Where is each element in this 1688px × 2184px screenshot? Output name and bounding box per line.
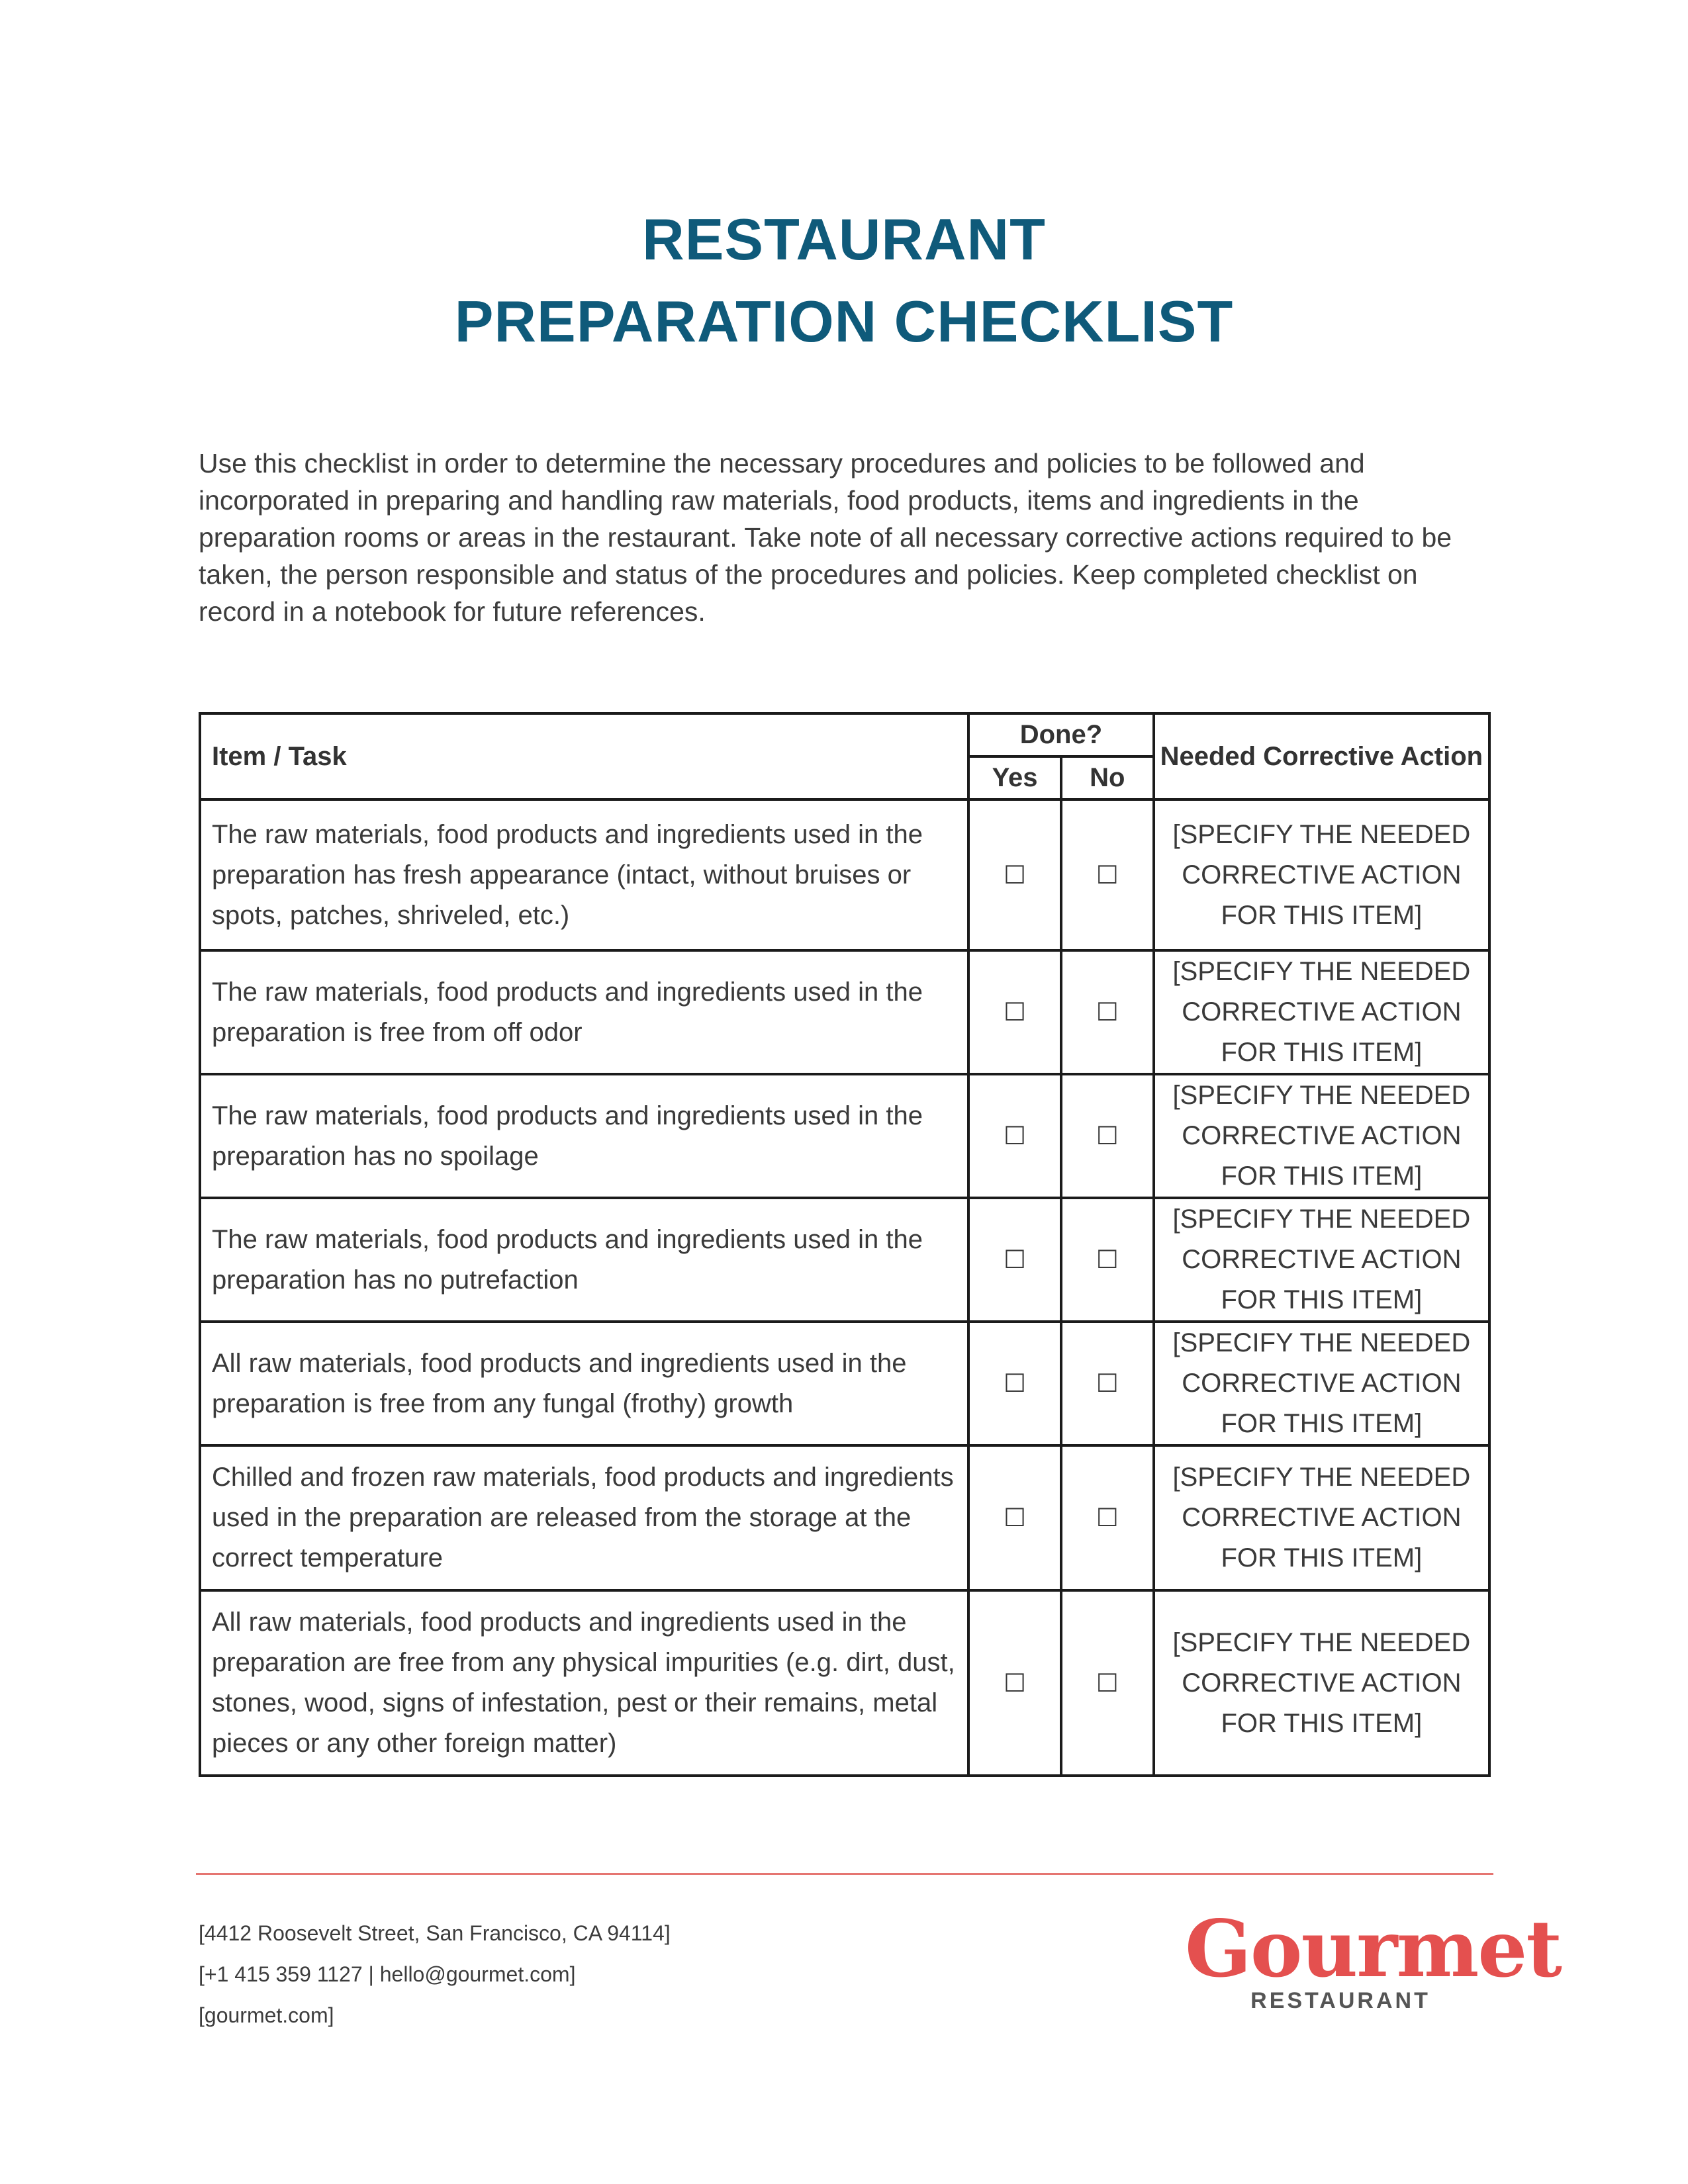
- logo-wordmark: Gourmet: [1185, 1903, 1561, 1995]
- checkbox-no-cell: [1061, 1445, 1154, 1590]
- header-done: Done?: [968, 713, 1154, 756]
- checkbox-no[interactable]: ☐: [1096, 1668, 1119, 1698]
- checkbox-yes-cell: [968, 950, 1061, 1074]
- checkbox-yes-cell: [968, 799, 1061, 950]
- corrective-action-cell[interactable]: [SPECIFY THE NEEDED CORRECTIVE ACTION FOR THIS ITEM]: [1154, 1445, 1489, 1590]
- title-line-2: PREPARATION CHECKLIST: [454, 289, 1234, 354]
- checkbox-no-cell: [1061, 799, 1154, 950]
- checkbox-yes-cell: [968, 1074, 1061, 1198]
- checkbox-no-cell: [1061, 1322, 1154, 1445]
- intro-paragraph: Use this checklist in order to determine the necessary procedures and policies to be followed and incorporated in preparing and handling raw materials, food products, items and ingredients in the preparation rooms or areas in the restaurant. Take note of all necessary corrective actions required to be taken, the person responsible and status of the procedures and policies. Keep completed checklist on record in a notebook for future references.: [199, 448, 1452, 627]
- corrective-action-cell[interactable]: [SPECIFY THE NEEDED CORRECTIVE ACTION FOR THIS ITEM]: [1154, 1074, 1489, 1198]
- corrective-action-cell[interactable]: [SPECIFY THE NEEDED CORRECTIVE ACTION FOR THIS ITEM]: [1154, 950, 1489, 1074]
- task-cell: The raw materials, food products and ingredients used in the preparation is free from off odor: [200, 950, 968, 1074]
- checkbox-no[interactable]: ☐: [1096, 1369, 1119, 1398]
- checkbox-yes[interactable]: ☐: [1004, 1369, 1027, 1398]
- corrective-action-cell[interactable]: [SPECIFY THE NEEDED CORRECTIVE ACTION FOR THIS ITEM]: [1154, 1322, 1489, 1445]
- corrective-action-cell[interactable]: [SPECIFY THE NEEDED CORRECTIVE ACTION FOR THIS ITEM]: [1154, 1590, 1489, 1776]
- table-row: [200, 1590, 1489, 1776]
- task-cell: The raw materials, food products and ingredients used in the preparation has no spoilage: [200, 1074, 968, 1198]
- checkbox-yes[interactable]: ☐: [1004, 997, 1027, 1026]
- checkbox-no[interactable]: ☐: [1096, 997, 1119, 1026]
- table-row: [200, 1074, 1489, 1198]
- checkbox-no-cell: [1061, 950, 1154, 1074]
- table-row: [200, 799, 1489, 950]
- gourmet-logo: [1185, 1903, 1561, 2014]
- checkbox-no-cell: [1061, 1590, 1154, 1776]
- checkbox-no[interactable]: ☐: [1096, 1503, 1119, 1532]
- checkbox-no[interactable]: ☐: [1096, 860, 1119, 889]
- page-title: [0, 199, 1688, 363]
- checklist-table: [199, 712, 1491, 1777]
- checkbox-yes[interactable]: ☐: [1004, 1668, 1027, 1698]
- checkbox-yes-cell: [968, 1198, 1061, 1322]
- corrective-action-cell[interactable]: [SPECIFY THE NEEDED CORRECTIVE ACTION FOR THIS ITEM]: [1154, 1198, 1489, 1322]
- title-line-1: RESTAURANT: [642, 206, 1046, 272]
- checkbox-no[interactable]: ☐: [1096, 1121, 1119, 1150]
- header-item-task: Item / Task: [200, 713, 968, 799]
- header-no: No: [1061, 756, 1154, 799]
- logo-subtitle: RESTAURANT: [1250, 1988, 1430, 2013]
- footer-website: [gourmet.com]: [199, 2003, 334, 2027]
- footer-divider: [196, 1873, 1493, 1875]
- checkbox-yes-cell: [968, 1445, 1061, 1590]
- checkbox-yes-cell: [968, 1590, 1061, 1776]
- checkbox-yes[interactable]: ☐: [1004, 1121, 1027, 1150]
- checkbox-no[interactable]: ☐: [1096, 1245, 1119, 1274]
- checkbox-yes[interactable]: ☐: [1004, 860, 1027, 889]
- table-row: [200, 1198, 1489, 1322]
- checkbox-no-cell: [1061, 1074, 1154, 1198]
- table-row: [200, 1322, 1489, 1445]
- footer-contact: [199, 1913, 671, 2036]
- task-cell: All raw materials, food products and ingredients used in the preparation are free from any physical impurities (e.g. dirt, dust, stones, wood, signs of infestation, pest or their remains, metal pieces or any other foreign matter): [200, 1590, 968, 1776]
- table-row: [200, 950, 1489, 1074]
- task-cell: Chilled and frozen raw materials, food products and ingredients used in the preparation are released from the storage at the correct temperature: [200, 1445, 968, 1590]
- checkbox-yes[interactable]: ☐: [1004, 1245, 1027, 1274]
- footer-phone-email: [+1 415 359 1127 | hello@gourmet.com]: [199, 1962, 576, 1986]
- checkbox-no-cell: [1061, 1198, 1154, 1322]
- task-cell: All raw materials, food products and ingredients used in the preparation is free from any fungal (frothy) growth: [200, 1322, 968, 1445]
- footer-address: [4412 Roosevelt Street, San Francisco, CA 94114]: [199, 1921, 671, 1945]
- header-needed-corrective-action: Needed Corrective Action: [1154, 713, 1489, 799]
- corrective-action-cell[interactable]: [SPECIFY THE NEEDED CORRECTIVE ACTION FOR THIS ITEM]: [1154, 799, 1489, 950]
- checkbox-yes[interactable]: ☐: [1004, 1503, 1027, 1532]
- checkbox-yes-cell: [968, 1322, 1061, 1445]
- table-row: [200, 1445, 1489, 1590]
- task-cell: The raw materials, food products and ingredients used in the preparation has fresh appearance (intact, without bruises or spots, patches, shriveled, etc.): [200, 799, 968, 950]
- header-yes: Yes: [968, 756, 1061, 799]
- task-cell: The raw materials, food products and ingredients used in the preparation has no putrefaction: [200, 1198, 968, 1322]
